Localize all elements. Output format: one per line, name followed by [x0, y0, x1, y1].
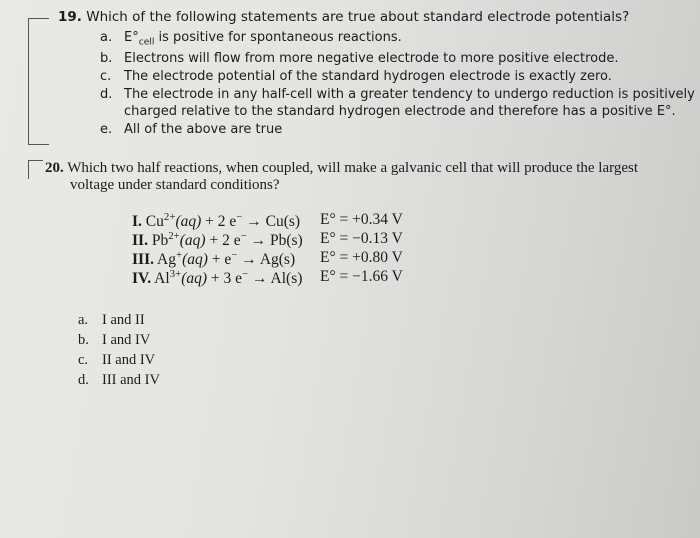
question-20-text-continued: voltage under standard conditions? — [70, 177, 280, 193]
margin-bracket-19 — [28, 18, 49, 145]
q19-option-a[interactable]: a. $E^\circ_{cell}$ is positive for spontaneous reactions. — [100, 30, 402, 48]
question-19-text: Which of the following statements are true about standard electrode potentials? — [86, 9, 630, 25]
q19-option-b[interactable]: b. Electrons will flow from more negative electrode to more positive electrode. — [100, 51, 619, 66]
q20-option-b[interactable]: b. I and IV — [78, 332, 151, 348]
q20-option-c[interactable]: c. II and IV — [78, 352, 156, 368]
reaction-III: III. Ag+(aq) + e− → Ag(s) — [132, 249, 296, 269]
reaction-III-potential: E° = +0.80 V — [320, 249, 403, 266]
reaction-II-potential: E° = −0.13 V — [320, 230, 403, 247]
reaction-I: I. $Cu^{2+}(aq) + 2$ e− → Cu(s) — [132, 211, 301, 231]
q19-option-e[interactable]: e. All of the above are true — [100, 122, 283, 137]
q19-option-d[interactable]: d. The electrode in any half-cell with a greater tendency to undergo reduction is positively — [100, 87, 695, 102]
question-19-number: 19. — [58, 9, 82, 25]
q19-option-c[interactable]: c. The electrode potential of the standard hydrogen electrode is exactly zero. — [100, 69, 612, 84]
question-20-text: Which two half reactions, when coupled, will make a galvanic cell that will produce the largest — [67, 160, 639, 176]
q19-option-d-continued: charged relative to the standard hydrogen electrode and therefore has a positive E°. — [124, 104, 676, 119]
reaction-IV-potential: E° = −1.66 V — [320, 268, 403, 285]
reaction-IV: IV. $Al^{3+}(aq) + 3$ e− → Al(s) — [132, 268, 303, 288]
question-20-prompt — [45, 160, 638, 177]
q20-option-a[interactable]: a. I and II — [78, 312, 145, 328]
reaction-II: II. $Pb^{2+}(aq) + 2$ e− → Pb(s) — [132, 230, 303, 250]
margin-bracket-20 — [28, 160, 43, 179]
question-19-prompt — [58, 9, 629, 25]
q20-option-d[interactable]: d. III and IV — [78, 372, 160, 388]
question-20-number: 20. — [45, 160, 64, 176]
reaction-I-potential: E° = +0.34 V — [320, 211, 403, 228]
